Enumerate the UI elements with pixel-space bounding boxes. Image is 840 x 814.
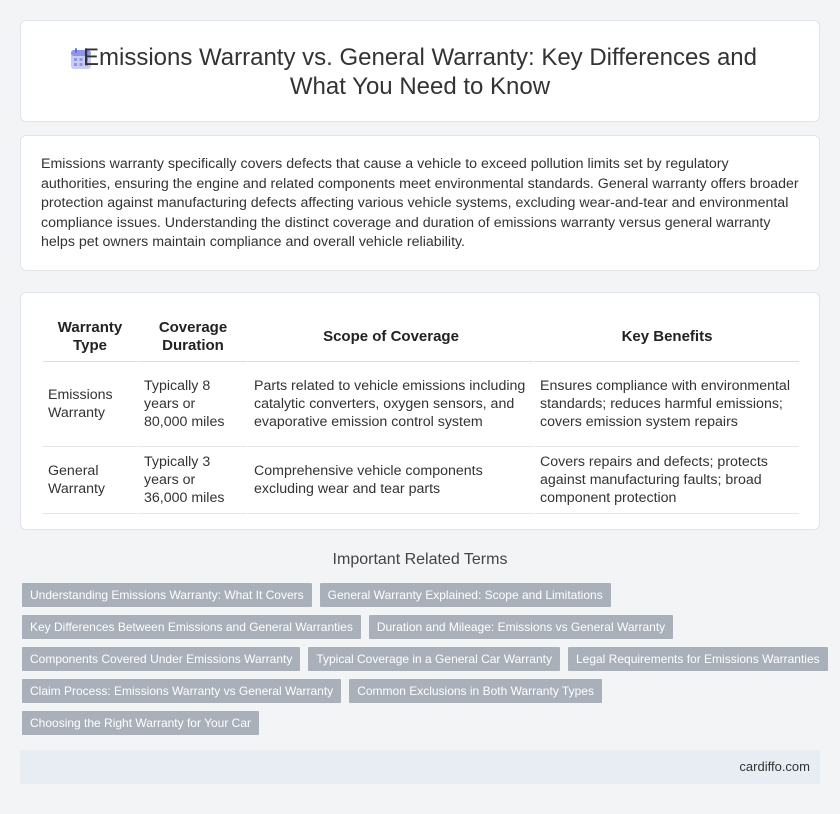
- related-term-tag[interactable]: Understanding Emissions Warranty: What It Covers: [22, 583, 312, 607]
- footer: [20, 750, 820, 784]
- related-term-tag[interactable]: Legal Requirements for Emissions Warranties: [568, 647, 828, 671]
- header-card: [20, 20, 820, 122]
- cell-benefits: Ensures compliance with environmental standards; reduces harmful emissions; covers emission system repairs: [533, 362, 799, 447]
- related-term-tag[interactable]: Choosing the Right Warranty for Your Car: [22, 711, 259, 735]
- comparison-table-card: [20, 292, 820, 530]
- cell-coverage-duration: Typically 8 years or 80,000 miles: [137, 362, 247, 447]
- related-term-tag[interactable]: Claim Process: Emissions Warranty vs General Warranty: [22, 679, 341, 703]
- tag-row: [22, 615, 822, 639]
- footer-site-link[interactable]: cardiffo.com: [739, 759, 810, 774]
- related-term-tag[interactable]: General Warranty Explained: Scope and Limitations: [320, 583, 611, 607]
- tag-row: [22, 679, 822, 703]
- related-term-tag[interactable]: Common Exclusions in Both Warranty Types: [349, 679, 602, 703]
- cell-benefits: Covers repairs and defects; protects against manufacturing faults; broad component protection: [533, 447, 799, 514]
- cell-warranty-type: General Warranty: [43, 447, 137, 514]
- header-scope-of-coverage: Scope of Coverage: [247, 313, 533, 362]
- header-warranty-type: Warranty Type: [43, 313, 137, 362]
- header-coverage-duration: Coverage Duration: [137, 313, 247, 362]
- table-row: [43, 362, 799, 447]
- cell-scope: Parts related to vehicle emissions including catalytic converters, oxygen sensors, and evaporative emission control system: [247, 362, 533, 447]
- cell-warranty-type: Emissions Warranty: [43, 362, 137, 447]
- related-term-tag[interactable]: Components Covered Under Emissions Warranty: [22, 647, 300, 671]
- cell-coverage-duration: Typically 3 years or 36,000 miles: [137, 447, 247, 514]
- header-key-benefits: Key Benefits: [533, 313, 799, 362]
- intro-card: [20, 135, 820, 271]
- tag-row: [22, 711, 822, 735]
- related-terms-tags: [22, 583, 822, 743]
- comparison-table: [43, 313, 799, 514]
- intro-paragraph: Emissions warranty specifically covers defects that cause a vehicle to exceed pollution limits set by regulatory authorities, ensuring the engine and related components meet environmental standards. General warranty offers broader protection against manufacturing defects affecting various vehicle systems, excluding wear-and-tear and environmental compliance issues. Understanding the distinct coverage and duration of emissions warranty versus general warranty helps pet owners maintain compliance and overall vehicle reliability.: [41, 156, 799, 250]
- related-term-tag[interactable]: Typical Coverage in a General Car Warranty: [308, 647, 560, 671]
- cell-scope: Comprehensive vehicle components excluding wear and tear parts: [247, 447, 533, 514]
- page-title: Emissions Warranty vs. General Warranty: Key Differences and What You Need to Know: [82, 44, 757, 100]
- related-term-tag[interactable]: Key Differences Between Emissions and General Warranties: [22, 615, 361, 639]
- table-header-row: [43, 313, 799, 362]
- related-term-tag[interactable]: Duration and Mileage: Emissions vs General Warranty: [369, 615, 673, 639]
- related-terms-heading: Important Related Terms: [332, 551, 508, 568]
- tag-row: [22, 583, 822, 607]
- table-row: [43, 447, 799, 514]
- tag-row: [22, 647, 822, 671]
